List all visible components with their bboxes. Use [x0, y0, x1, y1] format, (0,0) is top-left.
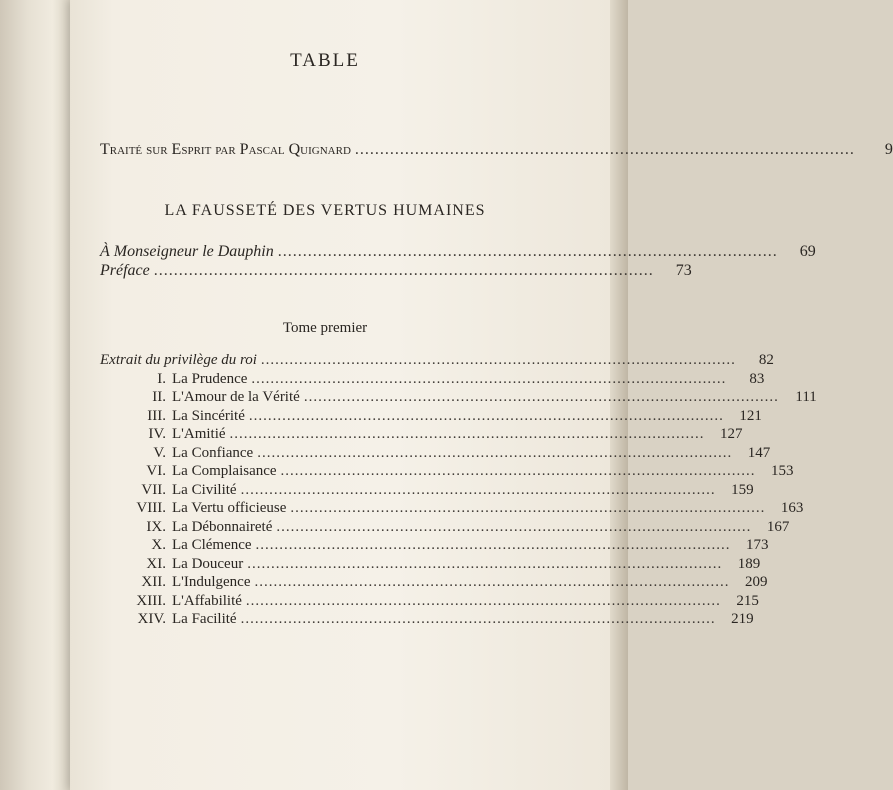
toc-dot-leader: ....................................................................................................: [240, 611, 716, 627]
toc-page-number: 9: [884, 141, 893, 158]
toc-dot-leader: ....................................................................................................: [254, 574, 730, 590]
toc-page-number: 215: [736, 592, 759, 609]
toc-page-number: 147: [747, 444, 771, 461]
toc-entry-label: [100, 536, 252, 555]
toc-entry-chapter: [100, 610, 754, 629]
toc-entry-label: [100, 370, 247, 389]
chapter-number: XIV.: [137, 611, 166, 627]
toc-entry-chapter: [100, 425, 743, 444]
toc-dot-leader: ....................................................................................................: [240, 481, 716, 498]
toc-page-number: 167: [766, 518, 790, 535]
toc-entry-front-matter: [100, 261, 692, 280]
chapter-title: La Prudence: [172, 370, 248, 387]
book-spine: [0, 0, 70, 790]
toc-entry-chapter: [100, 462, 794, 481]
chapter-title: L'Amitié: [172, 426, 226, 442]
chapter-title: La Débonnaireté: [172, 518, 273, 535]
toc-entry-chapter: [100, 555, 761, 574]
toc-page-number: 209: [745, 574, 768, 590]
toc-page-number: 219: [731, 611, 754, 627]
toc-dot-leader: ....................................................................................................: [229, 426, 705, 442]
chapter-number: V.: [153, 444, 166, 461]
toc-entry-label: Extrait du privilège du roi: [100, 352, 257, 368]
toc-entry-label: Préface: [100, 262, 150, 279]
chapter-number: IX.: [146, 518, 166, 535]
chapter-title: La Sincérité: [172, 407, 245, 424]
toc-dot-leader: ....................................................................................................: [303, 389, 779, 405]
toc-entry-intro: [100, 140, 893, 159]
chapter-title: La Clémence: [172, 537, 252, 553]
toc-entry-label: [100, 518, 272, 537]
front-matter-list: [100, 242, 816, 280]
toc-dot-leader: ....................................................................................................: [280, 463, 756, 479]
toc-entry-label: [100, 573, 251, 592]
chapter-number: XII.: [141, 574, 166, 590]
chapter-title: La Confiance: [172, 444, 254, 461]
chapter-title: La Civilité: [172, 481, 237, 498]
toc-page-number: 83: [749, 370, 765, 387]
toc-entry-label: [100, 499, 286, 518]
toc-entry-label: [100, 481, 237, 500]
toc-entry-label: [100, 462, 277, 481]
toc-page-number: 82: [758, 352, 774, 368]
toc-dot-leader: ....................................................................................................: [245, 592, 721, 609]
toc-dot-leader: ....................................................................................................: [276, 518, 752, 535]
chapter-title: L'Amour de la Vérité: [172, 389, 300, 405]
toc-page-number: 121: [739, 407, 762, 424]
chapter-number: VIII.: [136, 500, 166, 516]
chapter-number: X.: [151, 537, 166, 553]
chapter-number: III.: [147, 407, 166, 424]
chapter-number: I.: [157, 370, 166, 387]
toc-entry-chapter: [100, 573, 768, 592]
toc-dot-leader: ....................................................................................................: [153, 262, 654, 279]
toc-page-number: 163: [780, 500, 804, 516]
toc-page-number: 189: [737, 555, 761, 572]
chapter-title: La Complaisance: [172, 463, 277, 479]
toc-page-number: 69: [799, 243, 816, 260]
toc-dot-leader: ....................................................................................................: [260, 352, 736, 368]
chapter-title: L'Indulgence: [172, 574, 251, 590]
toc-dot-leader: ....................................................................................................: [257, 444, 733, 461]
toc-entry-label: [100, 388, 300, 407]
toc-entry-chapter: [100, 518, 790, 537]
toc-dot-leader: ....................................................................................................: [251, 370, 727, 387]
table-of-contents: [100, 50, 893, 629]
toc-dot-leader: ....................................................................................................: [255, 537, 731, 553]
chapter-title: La Facilité: [172, 611, 237, 627]
chapter-number: II.: [152, 389, 166, 405]
toc-entry-label: [100, 407, 245, 426]
toc-entry-chapter: [100, 444, 771, 463]
toc-entry-chapter: [100, 407, 762, 426]
toc-page-number: 153: [771, 463, 794, 479]
tome-title: Tome premier: [282, 320, 368, 336]
toc-page-number: 127: [720, 426, 743, 442]
chapter-title: L'Affabilité: [172, 592, 242, 609]
section-title: LA FAUSSETÉ DES VERTUS HUMAINES: [164, 202, 486, 219]
toc-entry-label: [100, 592, 242, 611]
chapter-number: VII.: [141, 481, 166, 498]
toc-entry-label: [100, 610, 237, 629]
toc-entry-extrait: [100, 351, 774, 370]
chapter-number: IV.: [148, 426, 166, 442]
toc-dot-leader: ....................................................................................................: [277, 243, 778, 260]
toc-entry-label: À Monseigneur le Dauphin: [100, 243, 274, 260]
toc-entry-label: [100, 555, 243, 574]
toc-entry-chapter: [100, 370, 765, 389]
toc-entry-chapter: [100, 388, 817, 407]
toc-dot-leader: ....................................................................................................: [248, 407, 724, 424]
toc-page-number: 111: [795, 389, 817, 405]
toc-dot-leader: ....................................................................................................: [247, 555, 723, 572]
toc-page-number: 73: [675, 262, 692, 279]
toc-entry-chapter: [100, 481, 754, 500]
chapter-number: XIII.: [136, 592, 166, 609]
page-title: TABLE: [290, 50, 360, 71]
toc-page-number: 159: [731, 481, 754, 498]
toc-entry-chapter: [100, 592, 759, 611]
chapter-number: XI.: [146, 555, 166, 572]
chapter-list: [100, 370, 817, 629]
chapter-title: La Douceur: [172, 555, 244, 572]
toc-entry-front-matter: [100, 242, 816, 261]
toc-entry-chapter: [100, 536, 769, 555]
chapter-number: VI.: [146, 463, 166, 479]
toc-page-number: 173: [746, 537, 769, 553]
toc-dot-leader: ....................................................................................................: [290, 500, 766, 516]
toc-entry-chapter: [100, 499, 804, 518]
toc-entry-label: [100, 444, 253, 463]
chapter-title: La Vertu officieuse: [172, 500, 287, 516]
toc-dot-leader: ....................................................................................................: [354, 141, 855, 158]
toc-entry-label: Traité sur Esprit par Pascal Quignard: [100, 141, 351, 158]
toc-entry-label: [100, 425, 226, 444]
